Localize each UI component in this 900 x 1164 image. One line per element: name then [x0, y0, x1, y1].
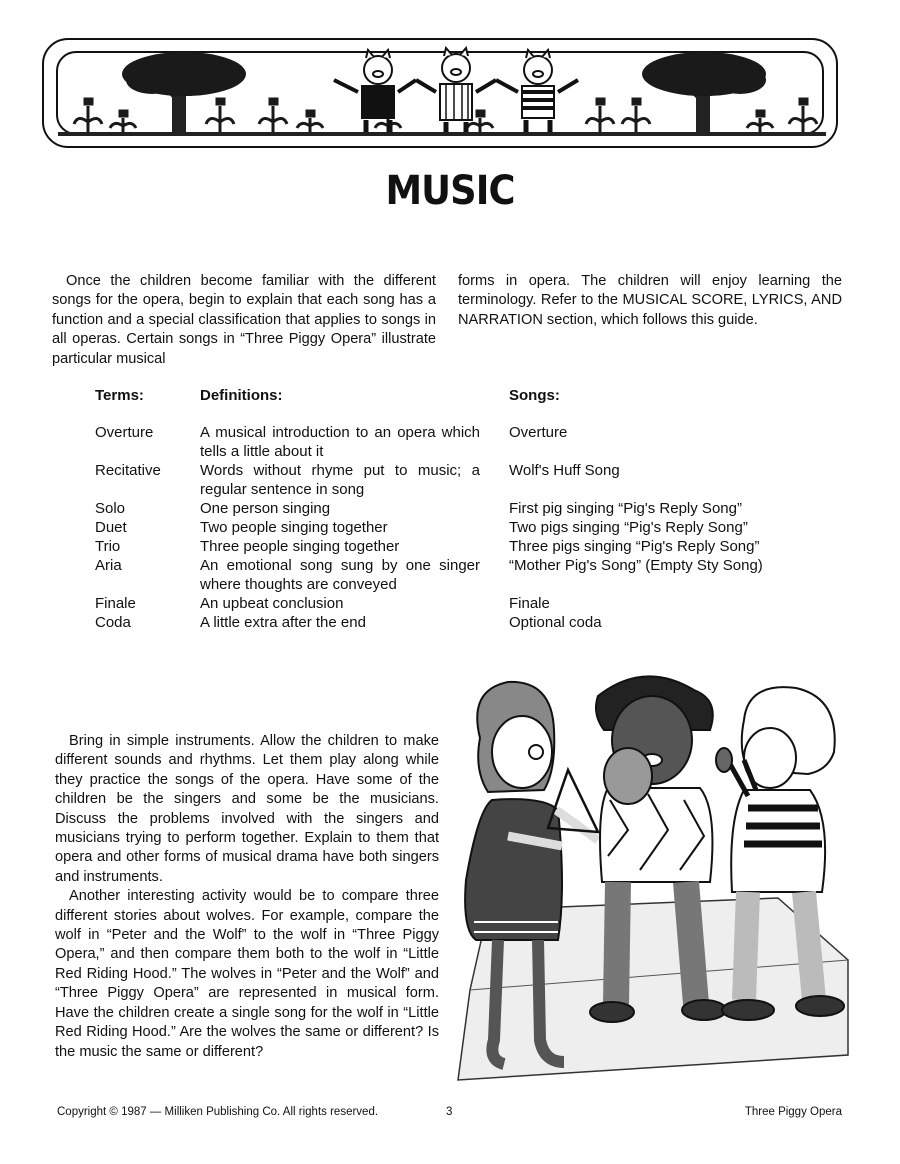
- intro-left-text: Once the children become familiar with the different songs for the opera, begin to explain that each song has a function and a special classification that applies to songs in all operas. Certain songs in “Three Piggy Opera” illustrate particular musical: [52, 273, 436, 367]
- definition-cell: Three people singing together: [200, 538, 400, 555]
- pig-icon: [416, 48, 496, 132]
- definition-cell: One person singing: [200, 500, 331, 517]
- page-title: MUSIC: [385, 168, 515, 214]
- definition-cell: Two people singing together: [200, 519, 388, 536]
- tulip-icon: [206, 98, 234, 132]
- term-cell: Duet: [95, 519, 127, 536]
- intro-left-column: [52, 272, 436, 369]
- song-cell: “Mother Pig's Song” (Empty Sty Song): [509, 557, 763, 574]
- tulip-icon: [789, 98, 817, 132]
- term-cell: Solo: [95, 500, 126, 517]
- intro-right-text: forms in opera. The children will enjoy learning the terminology. Refer to the MUSICAL SCORE, LYRICS, AND NARRATION section, which follows this guide.: [458, 273, 842, 328]
- term-cell: Overture: [95, 424, 154, 441]
- book-title: Three Piggy Opera: [744, 1106, 842, 1118]
- pig-icon: [334, 50, 416, 132]
- tulip-icon: [622, 98, 650, 132]
- pig-icon: [496, 50, 578, 132]
- page-number: 3: [446, 1106, 453, 1118]
- body-paragraph-2: Another interesting activity would be to compare three different stories about wolves. For example, compare the wolf in “Peter and the Wolf” to the wolf in “Three Piggy Opera,” and then compare them both to the wolf in “Little Red Riding Hood.” The wolves in “Peter and the Wolf” and “Three Piggy Opera” are represented in musical form. Have the children create a single song for the wolf in “Little Red Riding Hood.” Are the wolves the same or different? Is the music the same or different?: [55, 888, 439, 1060]
- tambourine: [604, 748, 652, 804]
- definition-cell: Words without rhyme put to music; a regular sentence in song: [200, 462, 480, 498]
- children-illustration: [448, 660, 860, 1090]
- header-terms: Terms:: [95, 387, 144, 404]
- term-cell: Recitative: [95, 462, 161, 479]
- header-songs: Songs:: [509, 387, 560, 404]
- header-banner: [42, 38, 838, 148]
- term-cell: Aria: [95, 557, 122, 574]
- banner-illustration: [44, 40, 838, 148]
- tree-icon: [122, 52, 246, 134]
- song-cell: First pig singing “Pig's Reply Song”: [509, 500, 742, 517]
- term-cell: Coda: [95, 614, 131, 631]
- tree-icon: [642, 52, 766, 134]
- header-definitions: Definitions:: [200, 387, 283, 404]
- tulip-icon: [74, 98, 102, 132]
- body-column: [55, 732, 439, 1062]
- tulip-icon: [586, 98, 614, 132]
- song-cell: Three pigs singing “Pig's Reply Song”: [509, 538, 760, 555]
- term-cell: Finale: [95, 595, 136, 612]
- copyright-notice: Copyright © 1987 — Milliken Publishing Co. All rights reserved.: [57, 1106, 379, 1118]
- definition-cell: A musical introduction to an opera which tells a little about it: [200, 424, 480, 460]
- song-cell: Optional coda: [509, 614, 602, 631]
- song-cell: Two pigs singing “Pig's Reply Song”: [509, 519, 748, 536]
- song-cell: Wolf's Huff Song: [509, 462, 620, 479]
- definition-cell: An emotional song sung by one singer where thoughts are conveyed: [200, 557, 480, 593]
- tulip-icon: [747, 110, 773, 132]
- tulip-icon: [259, 98, 287, 132]
- maracas: [716, 748, 732, 772]
- tulip-icon: [110, 110, 136, 132]
- song-cell: Finale: [509, 595, 550, 612]
- song-cell: Overture: [509, 424, 568, 441]
- intro-right-column: [458, 272, 842, 330]
- body-paragraph-1: Bring in simple instruments. Allow the children to make different sounds and rhythms. Let them play along while they practice the songs of the opera. Have some of the children be the singers and some be the musicians. Discuss the problems involved with the singers and musicians trying to perform together. Explain to them that opera and other forms of musical drama have both singers and instruments.: [55, 733, 439, 885]
- definition-cell: An upbeat conclusion: [200, 595, 344, 612]
- term-cell: Trio: [95, 538, 121, 555]
- tulip-icon: [297, 110, 323, 132]
- definition-cell: A little extra after the end: [200, 614, 366, 631]
